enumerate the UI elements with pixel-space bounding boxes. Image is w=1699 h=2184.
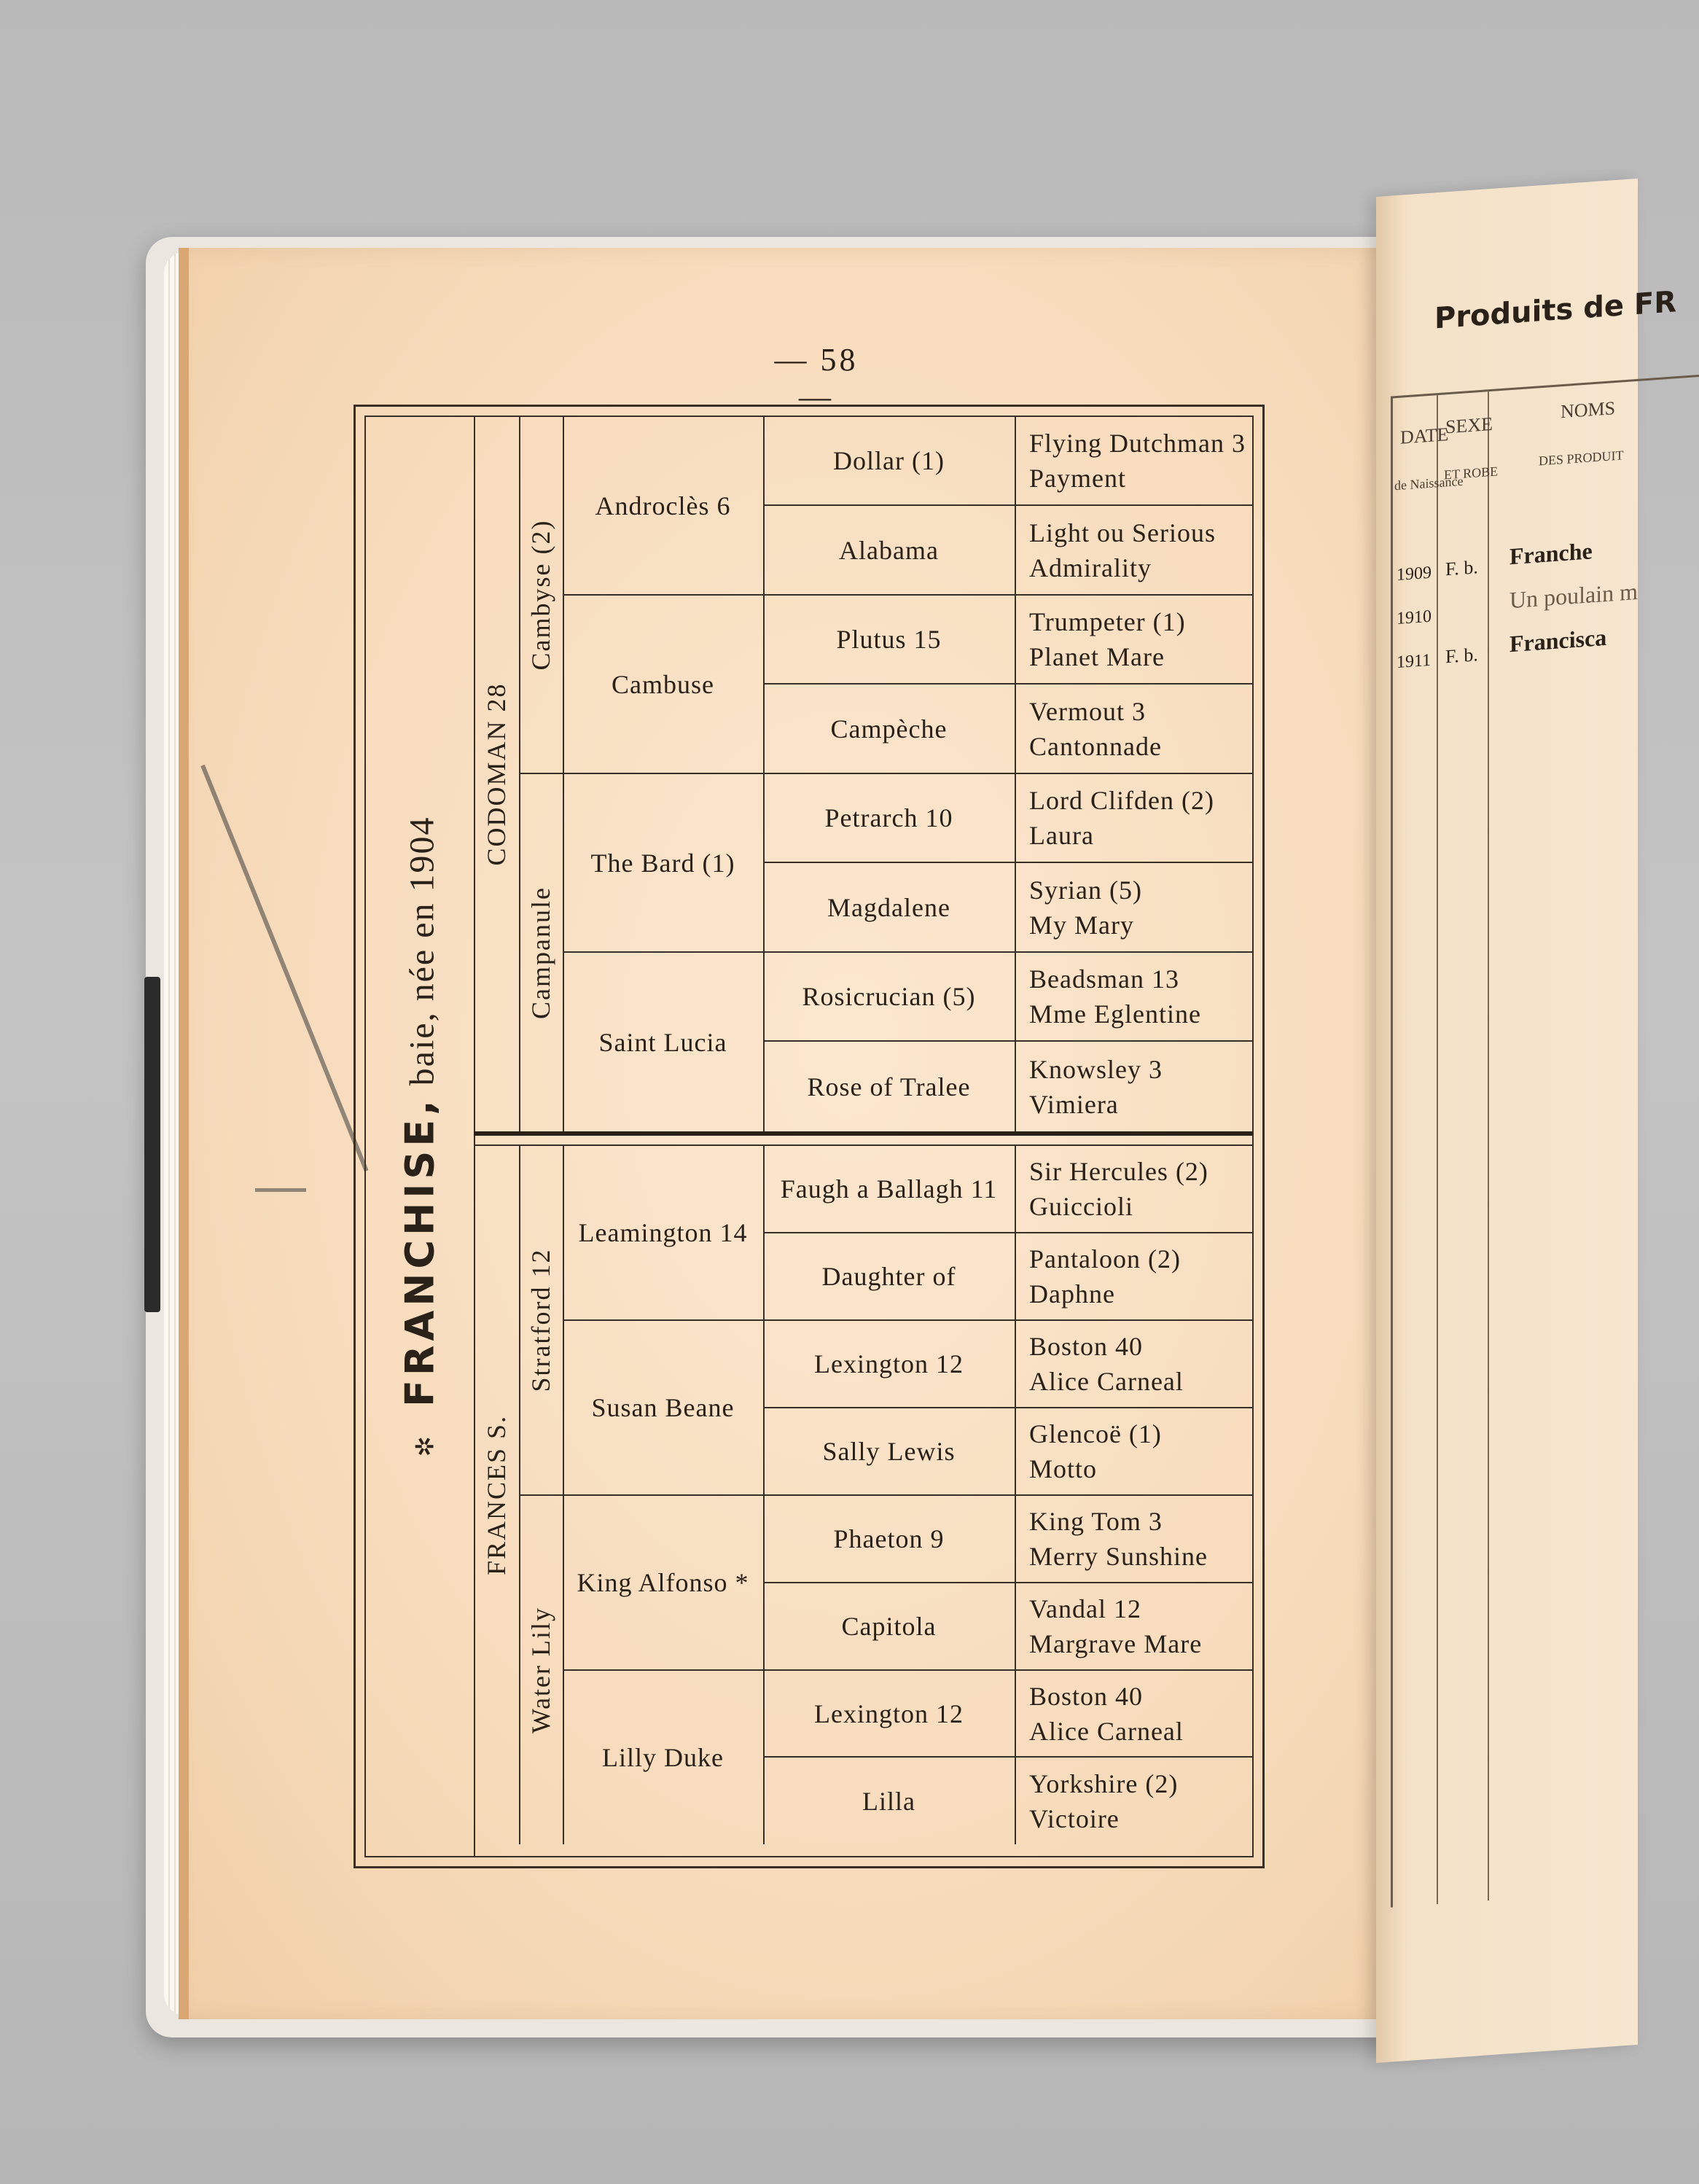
horse-cell: Magdalene xyxy=(763,863,1015,953)
grandparents-cell xyxy=(1015,1671,1252,1758)
horse-name: Yorkshire (2) xyxy=(1029,1768,1179,1798)
horse-name: Beadsman 13 xyxy=(1029,964,1179,994)
horse-cell: Alabama xyxy=(763,506,1015,596)
generation-5-column xyxy=(1015,417,1252,1131)
sire-parents-column xyxy=(519,417,564,1131)
grandparents-cell xyxy=(1015,1496,1252,1583)
grandparents-cell xyxy=(1015,1146,1252,1233)
horse-cell: Saint Lucia xyxy=(598,1027,727,1057)
section-divider xyxy=(474,1131,1252,1146)
grandparents-cell xyxy=(1015,1233,1252,1321)
horse-name: Light ou Serious xyxy=(1029,518,1216,547)
header-date: DATE xyxy=(1400,424,1449,448)
horse-cell: Rosicrucian (5) xyxy=(763,953,1015,1042)
star-icon: ✲ xyxy=(412,1435,440,1457)
spine-binding xyxy=(144,977,160,1312)
sire-group-name: Cambyse (2) xyxy=(526,519,555,671)
horse-name: Sir Hercules (2) xyxy=(1029,1157,1208,1186)
horse-cell: Campèche xyxy=(763,685,1015,774)
horse-name: Boston 40 xyxy=(1029,1681,1144,1711)
pedigree-inner-frame xyxy=(364,416,1254,1857)
dam-group-cell xyxy=(519,1146,563,1496)
dam-group-name: Stratford 12 xyxy=(526,1248,555,1392)
horse-cell: Cambuse xyxy=(563,596,763,774)
horse-cell: Lexington 12 xyxy=(763,1671,1015,1758)
horse-cell: Lilly Duke xyxy=(602,1743,724,1772)
horse-name: Vimiera xyxy=(1029,1089,1119,1119)
right-page-title: Produits de FR xyxy=(1434,285,1677,336)
horse-name: Knowsley 3 xyxy=(1029,1054,1163,1084)
horse-name: Planet Mare xyxy=(1029,642,1165,671)
horse-cell: Daughter of xyxy=(763,1233,1015,1321)
horse-name: Syrian (5) xyxy=(1029,875,1142,905)
horse-name: Trumpeter (1) xyxy=(1029,607,1186,636)
header-noms: NOMS xyxy=(1561,397,1616,423)
horse-name: Motto xyxy=(1029,1454,1098,1483)
horse-name: Daphne xyxy=(1029,1279,1115,1309)
horse-cell: Capitola xyxy=(763,1583,1015,1671)
grandparents-cell xyxy=(1015,953,1252,1042)
horse-cell: Leamington 14 xyxy=(563,1146,763,1321)
horse-cell: Rose of Tralee xyxy=(807,1072,971,1101)
column-divider xyxy=(1488,391,1489,1900)
horse-cell: Faugh a Ballagh 11 xyxy=(763,1146,1015,1233)
horse-name: Payment xyxy=(1029,464,1126,493)
row-sexe: F. b. xyxy=(1445,556,1478,580)
row-sexe: F. b. xyxy=(1445,644,1478,668)
horse-cell: Sally Lewis xyxy=(763,1408,1015,1496)
dam-group-cell xyxy=(519,1496,563,1844)
dam-column xyxy=(474,1146,520,1844)
horse-cell: Lexington 12 xyxy=(763,1321,1015,1408)
grandparents-cell xyxy=(1015,1583,1252,1671)
horse-name: Alice Carneal xyxy=(1029,1367,1184,1396)
right-page xyxy=(1376,179,1677,2063)
pedigree-title xyxy=(397,816,443,1456)
horse-cell: Lilla xyxy=(862,1786,915,1816)
grandparents-cell xyxy=(1015,1321,1252,1408)
products-table xyxy=(1391,375,1699,1908)
grandparents-cell xyxy=(1015,863,1252,953)
horse-name: Vandal 12 xyxy=(1029,1594,1141,1623)
page-number: — 58 — xyxy=(774,342,859,415)
sire-group-cell xyxy=(519,774,563,1131)
grandparents-cell xyxy=(1015,1408,1252,1496)
grandparents-cell xyxy=(1015,774,1252,863)
column-divider xyxy=(1437,395,1438,1904)
dam-group-name: Water Lily xyxy=(526,1606,555,1734)
header-noms-sub: DES PRODUIT xyxy=(1539,448,1624,469)
header-sexe-sub: ET ROBE xyxy=(1444,464,1499,483)
grandparents-cell xyxy=(1015,1758,1252,1844)
horse-name: Victoire xyxy=(1029,1803,1120,1833)
horse-cell: Susan Beane xyxy=(563,1321,763,1496)
sire-name: CODOMAN 28 xyxy=(482,682,511,866)
horse-name: Margrave Mare xyxy=(1029,1629,1203,1658)
grandparents-cell xyxy=(1015,417,1252,506)
generation-3-column xyxy=(563,417,765,1131)
row-year: 1911 xyxy=(1397,650,1432,673)
row-year: 1909 xyxy=(1397,563,1432,585)
horse-name: Glencoë (1) xyxy=(1029,1419,1162,1448)
horse-name: Guiccioli xyxy=(1029,1192,1133,1221)
horse-cell: Dollar (1) xyxy=(763,417,1015,506)
horse-name: Alice Carneal xyxy=(1029,1716,1184,1746)
dam-parents-column xyxy=(519,1146,564,1844)
horse-cell: Plutus 15 xyxy=(763,596,1015,685)
row-name: Un poulain m xyxy=(1509,577,1638,614)
horse-name: Flying Dutchman 3 xyxy=(1029,429,1246,458)
horse-cell: Petrarch 10 xyxy=(763,774,1015,863)
horse-name: Merry Sunshine xyxy=(1029,1542,1208,1571)
horse-name: Laura xyxy=(1029,821,1094,850)
grandparents-cell xyxy=(1015,1042,1252,1131)
horse-cell: King Alfonso * xyxy=(563,1496,763,1671)
horse-name: My Mary xyxy=(1029,910,1134,940)
horse-name: Cantonnade xyxy=(1029,731,1162,761)
dam-name: FRANCES S. xyxy=(482,1414,511,1576)
horse-name: Admirality xyxy=(1029,553,1152,582)
sire-column xyxy=(474,417,520,1131)
pedigree-table xyxy=(354,405,1265,1868)
horse-cell: The Bard (1) xyxy=(563,774,763,953)
grandparents-cell xyxy=(1015,685,1252,774)
horse-cell: Androclès 6 xyxy=(563,417,763,596)
grandparents-cell xyxy=(1015,506,1252,596)
sire-half xyxy=(474,417,1252,1131)
horse-name: Vermout 3 xyxy=(1029,696,1146,726)
generation-3-column xyxy=(563,1146,765,1844)
pencil-mark-tick xyxy=(255,1188,306,1192)
header-sexe: SEXE xyxy=(1445,413,1493,438)
sire-group-name: Campanule xyxy=(526,886,555,1019)
generation-4-column xyxy=(763,417,1016,1131)
horse-name: Lord Clifden (2) xyxy=(1029,786,1214,815)
row-name: Franche xyxy=(1509,537,1593,570)
horse-description: baie, née en 1904 xyxy=(402,816,442,1086)
generation-4-column xyxy=(763,1146,1016,1844)
horse-name: Mme Eglentine xyxy=(1029,999,1201,1029)
header-date-sub: de Naissance xyxy=(1394,473,1464,494)
generation-5-column xyxy=(1015,1146,1252,1844)
horse-name: King Tom 3 xyxy=(1029,1507,1163,1536)
horse-name: Pantaloon (2) xyxy=(1029,1244,1181,1274)
sire-group-cell xyxy=(519,417,563,774)
horse-name: FRANCHISE, xyxy=(397,1096,443,1408)
horse-name: Boston 40 xyxy=(1029,1332,1144,1361)
title-column xyxy=(366,417,475,1856)
row-name: Francisca xyxy=(1509,623,1607,658)
row-year: 1910 xyxy=(1397,607,1432,629)
horse-cell: Phaeton 9 xyxy=(763,1496,1015,1583)
dam-half xyxy=(474,1146,1252,1844)
grandparents-cell xyxy=(1015,596,1252,685)
